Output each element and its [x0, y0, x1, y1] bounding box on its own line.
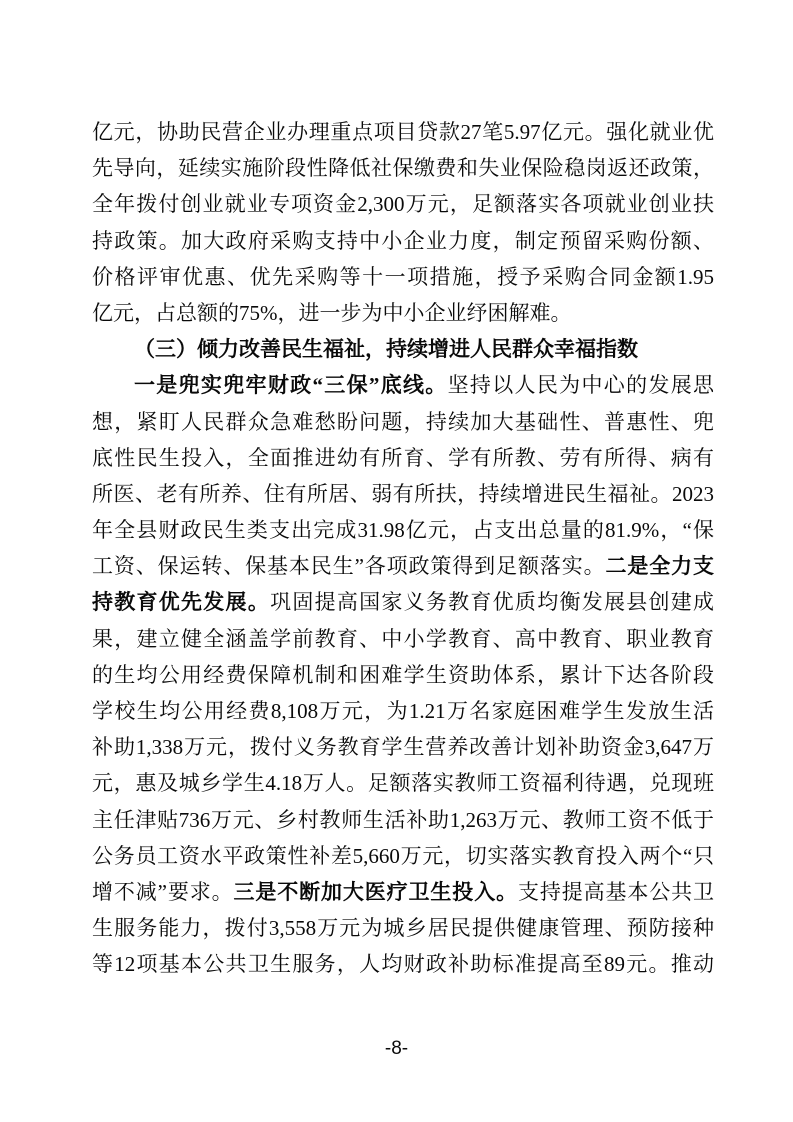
paragraph-line	[92, 548, 714, 584]
paragraph-line	[92, 404, 714, 440]
text-segment: 先导向，延续实施阶段性降低社保缴费和失业保险稳岗返还政策，	[92, 156, 714, 181]
section-heading	[92, 331, 714, 367]
text-segment: 亿元，占总额的75%，进一步为中小企业纾困解难。	[92, 300, 572, 325]
page-number: -8-	[384, 1038, 409, 1059]
paragraph-line	[92, 186, 714, 222]
text-segment: 增不减”要求。	[92, 879, 234, 904]
paragraph-line	[92, 367, 714, 403]
paragraph-line	[92, 440, 714, 476]
document-body	[92, 114, 714, 983]
text-segment: 等12项基本公共卫生服务，人均财政补助标准提高至89元。推动	[92, 952, 714, 977]
paragraph-line	[92, 693, 714, 729]
paragraph-line	[92, 150, 714, 186]
paragraph-line	[92, 838, 714, 874]
text-segment: 学校生均公用经费8,108万元，为1.21万名家庭困难学生发放生活	[92, 699, 714, 723]
text-segment: 亿元，协助民营企业办理重点项目贷款27笔5.97亿元。强化就业优	[92, 120, 714, 144]
text-segment: 所医、老有所养、住有所居、弱有所扶，持续增进民生福祉。2023	[92, 481, 714, 506]
paragraph-line	[92, 114, 714, 150]
text-segment: 底性民生投入，全面推进幼有所育、学有所教、劳有所得、病有	[92, 445, 714, 470]
paragraph-line	[92, 476, 714, 512]
text-segment: 果，建立健全涵盖学前教育、中小学教育、高中教育、职业教育	[92, 626, 714, 651]
text-segment: 持政策。加大政府采购支持中小企业力度，制定预留采购份额、	[92, 228, 714, 253]
paragraph-line	[92, 657, 714, 693]
bold-text-segment: 三是不断加大医疗卫生投入。	[233, 879, 518, 904]
paragraph-line	[92, 584, 714, 620]
text-segment: 公务员工资水平政策性补差5,660万元，切实落实教育投入两个“只	[92, 843, 714, 868]
text-segment: 支持提高基本公共卫	[517, 879, 714, 904]
text-segment: 生服务能力，拨付3,558万元为城乡居民提供健康管理、预防接种	[92, 916, 714, 941]
bold-text-segment: （三）倾力改善民生福祉，持续增进人民群众幸福指数	[134, 337, 638, 362]
text-segment: 想，紧盯人民群众急难愁盼问题，持续加大基础性、普惠性、兜	[92, 409, 714, 434]
paragraph-line	[92, 729, 714, 765]
text-segment: 元，惠及城乡学生4.18万人。足额落实教师工资福利待遇，兑现班	[92, 771, 714, 796]
text-segment: 全年拨付创业就业专项资金2,300万元，足额落实各项就业创业扶	[92, 192, 714, 217]
bold-text-segment: 二是全力支	[605, 554, 714, 579]
paragraph-line	[92, 512, 714, 548]
paragraph-line	[92, 765, 714, 801]
text-segment: 的生均公用经费保障机制和困难学生资助体系，累计下达各阶段	[92, 662, 714, 687]
text-segment: 补助1,338万元，拨付义务教育学生营养改善计划补助资金3,647万	[92, 735, 714, 760]
paragraph-line	[92, 874, 714, 910]
text-segment: 年全县财政民生类支出完成31.98亿元，占支出总量的81.9%，“保	[92, 518, 714, 543]
text-segment: 价格评审优惠、优先采购等十一项措施，授予采购合同金额1.95	[92, 264, 714, 289]
paragraph-line	[92, 910, 714, 946]
paragraph-line	[92, 223, 714, 259]
paragraph-line	[92, 946, 714, 982]
paragraph-line	[92, 621, 714, 657]
text-segment: 巩固提高国家义务教育优质均衡发展县创建成	[270, 590, 714, 615]
paragraph-line	[92, 259, 714, 295]
bold-text-segment: 持教育优先发展。	[92, 590, 271, 615]
bold-text-segment: 一是兜实兜牢财政“三保”底线。	[134, 373, 448, 398]
text-segment: 工资、保运转、保基本民生”各项政策得到足额落实。	[92, 554, 606, 579]
text-segment: 主任津贴736万元、乡村教师生活补助1,263万元、教师工资不低于	[92, 807, 714, 832]
paragraph-line	[92, 295, 714, 331]
paragraph-line	[92, 802, 714, 838]
text-segment: 坚持以人民为中心的发展思	[447, 373, 714, 398]
